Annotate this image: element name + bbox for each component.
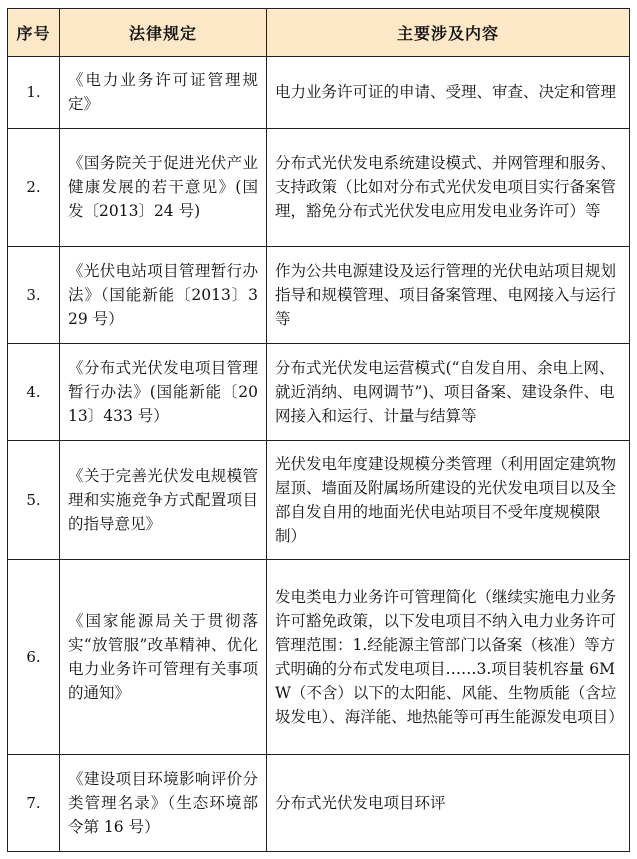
- law-content: 分布式光伏发电运营模式(“自发自用、余电上网、就近消纳、电网调节”)、项目备案、建设条件、电网接入和运行、计量与结算等: [267, 343, 630, 440]
- law-title: 《电力业务许可证管理规定》: [60, 57, 267, 129]
- law-content: 光伏发电年度建设规模分类管理（利用固定建筑物屋顶、墙面及附属场所建设的光伏发电项目以及全部自发自用的地面光伏电站项目不受年度规模限制）: [267, 441, 630, 560]
- table-row: [8, 559, 630, 754]
- law-content: 作为公共电源建设及运行管理的光伏电站项目规划指导和规模管理、项目备案管理、电网接入与运行等: [267, 246, 630, 343]
- law-title: 《关于完善光伏发电规模管理和实施竞争方式配置项目的指导意见》: [60, 441, 267, 560]
- row-number: 1.: [8, 57, 60, 129]
- row-number: 2.: [8, 128, 60, 246]
- law-title: 《光伏电站项目管理暂行办法》（国能新能〔2013〕329 号）: [60, 246, 267, 343]
- regulation-table: [7, 8, 630, 852]
- row-number: 3.: [8, 246, 60, 343]
- header-law: 法律规定: [60, 9, 267, 57]
- row-number: 6.: [8, 559, 60, 754]
- law-title: 《建设项目环境影响评价分类管理名录》（生态环境部令第 16 号）: [60, 754, 267, 851]
- row-number: 4.: [8, 343, 60, 440]
- row-number: 5.: [8, 441, 60, 560]
- law-content: 分布式光伏发电系统建设模式、并网管理和服务、支持政策（比如对分布式光伏发电项目实行备案管理，豁免分布式光伏发电应用发电业务许可）等: [267, 128, 630, 246]
- regulation-document: [7, 8, 629, 852]
- table-row: [8, 128, 630, 246]
- law-title: 《分布式光伏发电项目管理暂行办法》(国能新能〔2013〕433 号）: [60, 343, 267, 440]
- law-content: 发电类电力业务许可管理简化（继续实施电力业务许可豁免政策，以下发电项目不纳入电力业务许可管理范围：1.经能源主管部门以备案（核准）等方式明确的分布式发电项目……3.项目装机容量 6MW（不含）以下的太阳能、风能、生物质能（含垃圾发电）、海洋能、地热能等可再生能源发电项目）: [267, 559, 630, 754]
- header-content: 主要涉及内容: [267, 9, 630, 57]
- law-content: 电力业务许可证的申请、受理、审查、决定和管理: [267, 57, 630, 129]
- law-content: 分布式光伏发电项目环评: [267, 754, 630, 851]
- law-title: 《国务院关于促进光伏产业健康发展的若干意见》(国发〔2013〕24 号): [60, 128, 267, 246]
- row-number: 7.: [8, 754, 60, 851]
- table-header-row: [8, 9, 630, 57]
- table-row: [8, 343, 630, 440]
- table-row: [8, 246, 630, 343]
- table-row: [8, 57, 630, 129]
- table-row: [8, 441, 630, 560]
- header-no: 序号: [8, 9, 60, 57]
- table-row: [8, 754, 630, 851]
- law-title: 《国家能源局关于贯彻落实“放管服”改革精神、优化电力业务许可管理有关事项的通知》: [60, 559, 267, 754]
